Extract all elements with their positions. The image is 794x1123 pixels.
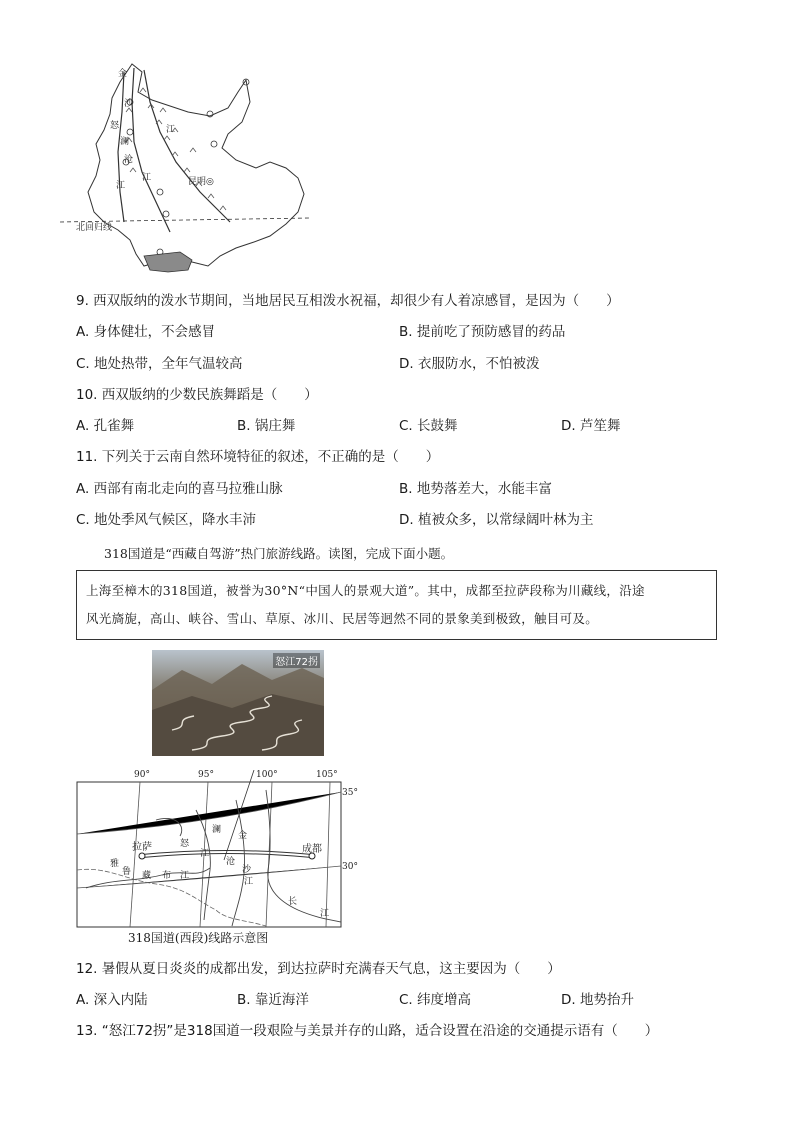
question-12-option-a[interactable]: A. 深入内陆 xyxy=(76,992,148,1008)
question-9-option-b[interactable]: B. 提前吃了预防感冒的药品 xyxy=(399,324,566,340)
yunnan-map-svg xyxy=(60,52,320,282)
question-10-option-d[interactable]: D. 芦笙舞 xyxy=(561,418,621,434)
lon-tick-95: 95° xyxy=(198,770,214,780)
section-intro: 318国道是“西藏自驾游”热门旅游线路。读图，完成下面小题。 xyxy=(104,546,454,561)
question-11-option-b[interactable]: B. 地势落差大，水能丰富 xyxy=(399,481,552,497)
question-13-stem: 13. “怒江72拐”是318国道一段艰险与美景并存的山路，适合设置在沿途的交通提示语有（ ） xyxy=(76,1023,659,1039)
question-12-stem: 12. 暑假从夏日炎炎的成都出发，到达拉萨时充满春天气息，这主要因为（ ） xyxy=(76,961,561,977)
river-char-jiang2: 江 xyxy=(116,181,126,191)
question-12-option-d[interactable]: D. 地势抬升 xyxy=(561,992,634,1008)
question-9-option-c[interactable]: C. 地处热带，全年气温较高 xyxy=(76,356,243,372)
nujiang-72-bends-photo xyxy=(152,650,324,756)
river-char-jiang-d: 江 xyxy=(320,909,330,919)
material-line-2: 风光旖旎，高山、峡谷、雪山、草原、冰川、民居等迥然不同的景象美到极致，触目可及。 xyxy=(86,611,599,626)
question-10-stem: 10. 西双版纳的少数民族舞蹈是（ ） xyxy=(76,387,318,403)
lon-tick-90: 90° xyxy=(134,770,150,780)
river-char-jiang1: 江 xyxy=(166,125,176,135)
river-char-lan: 澜 xyxy=(212,825,222,835)
question-12-option-b[interactable]: B. 靠近海洋 xyxy=(237,992,309,1008)
river-char-jiang-a: 江 xyxy=(200,849,210,859)
question-11-option-a[interactable]: A. 西部有南北走向的喜马拉雅山脉 xyxy=(76,481,283,497)
river-char-jiang-b: 江 xyxy=(244,877,254,887)
river-char-bu: 布 xyxy=(162,871,172,881)
question-11-option-c[interactable]: C. 地处季风气候区，降水丰沛 xyxy=(76,512,257,528)
question-9-stem: 9. 西双版纳的泼水节期间，当地居民互相泼水祝福，却很少有人着凉感冒，是因为（ ） xyxy=(76,293,620,309)
river-char-jin: 金 xyxy=(118,69,128,79)
lat-tick-35: 35° xyxy=(342,788,358,798)
question-11-option-d[interactable]: D. 植被众多，以常绿阔叶林为主 xyxy=(399,512,594,528)
river-char-jin: 金 xyxy=(238,831,248,841)
river-char-sha: 沙 xyxy=(242,865,252,875)
river-char-sha: 沙 xyxy=(124,99,134,109)
river-char-cang: 沧 xyxy=(124,155,134,165)
river-char-jiang-c: 江 xyxy=(180,871,190,881)
lat-tick-30: 30° xyxy=(342,862,358,872)
question-10-option-a[interactable]: A. 孔雀舞 xyxy=(76,418,135,434)
city-chengdu: 成都 xyxy=(302,844,322,855)
route-map xyxy=(76,770,366,930)
tropic-label: 北回归线 xyxy=(76,223,113,233)
yunnan-map xyxy=(60,52,320,282)
river-char-chang: 长 xyxy=(288,897,298,907)
photo-label: 怒江72拐 xyxy=(273,653,320,668)
river-char-lu: 鲁 xyxy=(122,867,132,877)
river-char-nu: 怒 xyxy=(180,839,190,849)
city-lhasa: 拉萨 xyxy=(132,842,152,853)
material-box xyxy=(76,570,717,640)
material-line-1: 上海至樟木的318国道，被誉为30°N“中国人的景观大道”。其中，成都至拉萨段称为川藏线，沿途 xyxy=(86,583,645,598)
kunming-label: 昆明◎ xyxy=(188,177,214,187)
question-12-option-c[interactable]: C. 纬度增高 xyxy=(399,992,472,1008)
route-map-caption: 318国道(西段)线路示意图 xyxy=(128,931,269,945)
lon-tick-105: 105° xyxy=(316,770,338,780)
lon-tick-100: 100° xyxy=(256,770,278,780)
river-char-zang: 藏 xyxy=(142,871,152,881)
river-char-nu: 怒 xyxy=(110,121,120,131)
question-9-option-d[interactable]: D. 衣服防水，不怕被泼 xyxy=(399,356,540,372)
river-char-jiang3: 江 xyxy=(142,173,152,183)
question-11-stem: 11. 下列关于云南自然环境特征的叙述，不正确的是（ ） xyxy=(76,449,440,465)
river-char-lan: 澜 xyxy=(120,137,130,147)
question-10-option-b[interactable]: B. 锅庄舞 xyxy=(237,418,296,434)
question-10-option-c[interactable]: C. 长鼓舞 xyxy=(399,418,458,434)
river-char-cang: 沧 xyxy=(226,857,236,867)
question-9-option-a[interactable]: A. 身体健壮，不会感冒 xyxy=(76,324,216,340)
river-char-ya: 雅 xyxy=(110,859,120,869)
